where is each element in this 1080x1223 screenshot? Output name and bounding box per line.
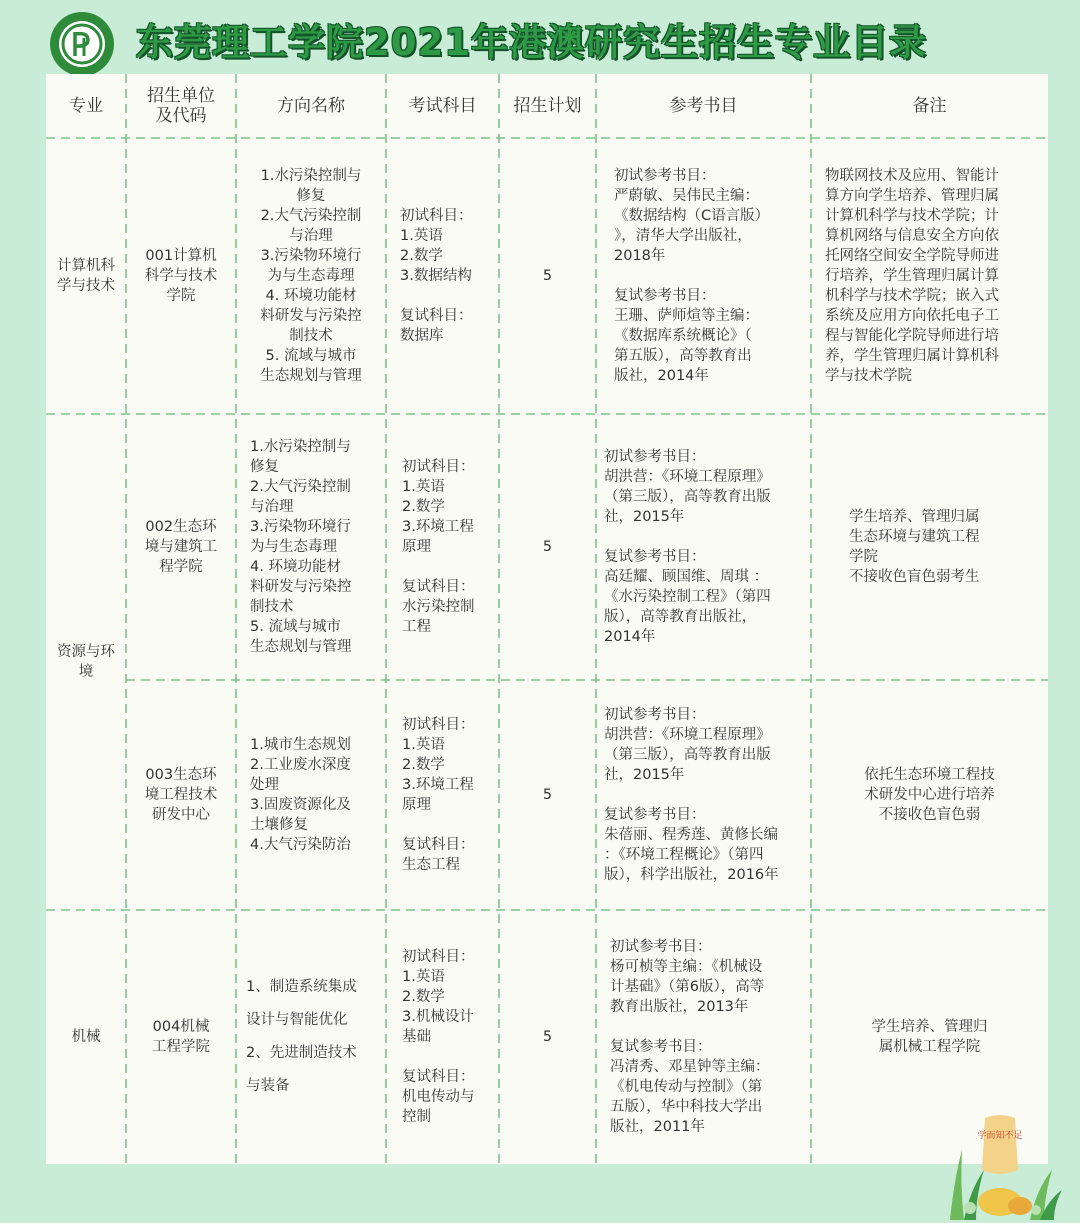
unit-cell: 004机械 工程学院 [152,1019,210,1055]
unit-cell: 002生态环 境与建筑工 程学院 [144,519,218,575]
remark-cell: 学生培养、管理归 属机械工程学院 [871,1019,988,1055]
books-cell: 初试参考书目： 胡洪营：《环境工程原理》 （第三版），高等教育出版 社，2015年 复试参考书目： 高廷耀、顾国维、周琪 ： 《水污染控制工程》（第四 版），高等教育出版社， 2014年 [604,449,771,645]
major-cell: 机械 [71,1029,101,1045]
direction-cell: 1、制造系统集成 设计与智能优化 2、先进制造技术 与装备 [246,979,357,1095]
col-header-books: 参考书目 [669,96,738,116]
major-cell: 资源与环 境 [57,644,115,680]
unit-cell: 001计算机 科学与技术 学院 [144,248,218,304]
remark-cell: 依托生态环境工程技 术研发中心进行培养 不接收色盲色弱 [864,767,995,823]
col-header-plan: 招生计划 [513,96,582,116]
header [0,0,1080,74]
col-header-direction: 方向名称 [277,96,345,116]
col-header-unit: 招生单位 及代码 [147,86,215,126]
exam-cell: 初试科目： 1.英语 2.数学 3.环境工程 原理 复试科目： 生态工程 [402,717,475,873]
books-cell: 初试参考书目： 胡洪营：《环境工程原理》 （第三版），高等教育出版 社，2015年 复试参考书目： 朱蓓丽、程秀莲、黄修长编 ：《环境工程概论》（第四 版），科学出版社，2016年 [604,707,779,883]
direction-cell: 1.水污染控制与 修复 2.大气污染控制 与治理 3.污染物环境行 为与生态毒理 4. 环境功能材 料研发与污染控 制技术 5. 流域与城市 生态规划与管理 [250,439,352,655]
remark-cell: 学生培养、管理归属 生态环境与建筑工程 学院 不接收色盲色弱考生 [849,509,980,585]
plan-cell: 5 [542,539,553,555]
plan-cell: 5 [542,268,553,284]
catalog-table [46,74,1048,1164]
svg-text:学而知不足: 学而知不足 [977,1131,1023,1141]
col-header-major: 专业 [69,96,103,116]
exam-cell: 初试科目： 1.英语 2.数学 3.数据结构 复试科目： 数据库 [400,208,473,344]
exam-cell: 初试科目： 1.英语 2.数学 3.环境工程 原理 复试科目： 水污染控制 工程 [402,459,475,635]
direction-cell: 1.水污染控制与 修复 2.大气污染控制 与治理 3.污染物环境行 为与生态毒理 4. 环境功能材 料研发与污染控 制技术 5. 流域与城市 生态规划与管理 [260,168,362,384]
books-cell: 初试参考书目： 严蔚敏、吴伟民主编： 《数据结构（C语言版） 》，清华大学出版社， 2018年 复试参考书目： 王珊、萨师煊等主编： 《数据库系统概论》（ 第五版），高等教育出 版社，2014年 [614,168,770,384]
plan-cell: 5 [542,1029,553,1045]
remark-cell: 物联网技术及应用、智能计 算方向学生培养、管理归属 计算机科学与技术学院；计 算机网络与信息安全方向依 托网络空间安全学院导师进 行培养，学生管理归属计算 机科学与技术学院；嵌入式 系统及应用方向依托电子工 程与智能化学院导师进行培 养，学生管理归属计算机科 学与技术学院 [825,168,999,384]
direction-cell: 1.城市生态规划 2.工业废水深度 处理 3.固废资源化及 土壤修复 4.大气污染防治 [250,737,351,853]
plan-cell: 5 [542,787,553,803]
plant-decoration-icon [940,1110,1065,1220]
unit-cell: 003生态环 境工程技术 研发中心 [144,767,218,823]
page-title: 东莞理工学院2021年港澳研究生招生专业目录 [136,21,927,64]
major-cell: 计算机科 学与技术 [57,258,115,294]
university-logo-icon [48,10,116,78]
col-header-remark: 备注 [912,96,947,116]
exam-cell: 初试科目： 1.英语 2.数学 3.机械设计 基础 复试科目： 机电传动与 控制 [402,949,475,1125]
books-cell: 初试参考书目： 杨可桢等主编：《机械设 计基础》（第6版），高等 教育出版社，2013年 复试参考书目： 冯清秀、邓星钟等主编： 《机电传动与控制》（第 五版），华中科技大学出 版社，2011年 [610,939,770,1135]
col-header-exam: 考试科目 [408,96,477,116]
